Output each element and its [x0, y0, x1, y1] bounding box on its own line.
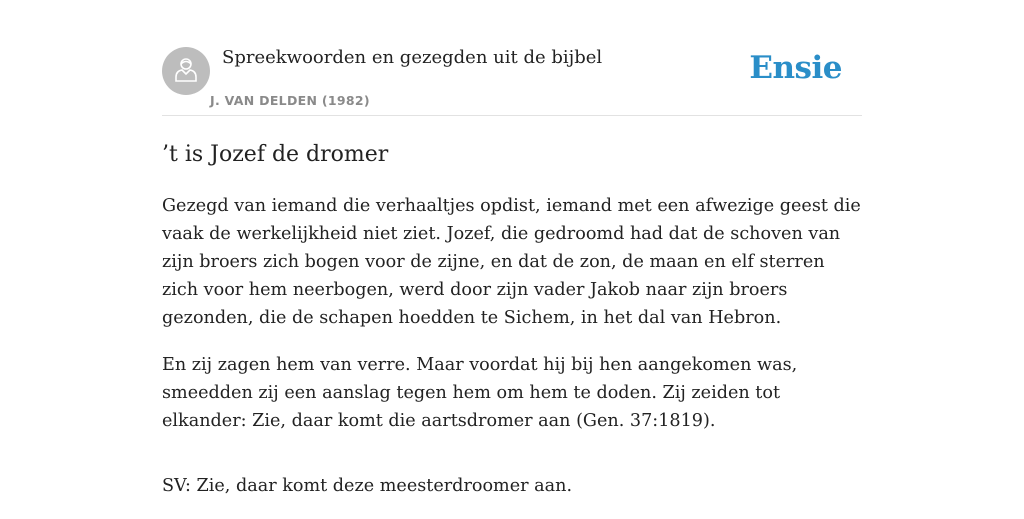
header [162, 0, 862, 116]
body-paragraph: Gezegd van iemand die verhaaltjes opdist, iemand met een afwezige geest die vaak de werkelijkheid niet ziet. Jozef, die gedroomd had dat de schoven van zijn broers zich bogen voor de zijne, en dat de zon, de maan en elf sterren zich voor hem neerbogen, werd door zijn vader Jakob naar zijn broers gezonden, die de schapen hoedden te Sichem, in het dal van Hebron. [162, 196, 861, 328]
entry-title: ’t is Jozef de dromer [162, 142, 389, 167]
body-paragraph: En zij zagen hem van verre. Maar voordat hij bij hen aangekomen was, smeedden zij een aanslag tegen hem om hem te doden. Zij zeiden tot elkander: Zie, daar komt die aartsdromer aan (Gen. 37:1819). [162, 355, 798, 431]
avatar [162, 47, 210, 95]
body-paragraph: SV: Zie, daar komt deze meesterdroomer aan. [162, 476, 573, 496]
user-icon [173, 55, 199, 88]
entry-body [162, 192, 862, 519]
brand-logo[interactable]: Ensie [749, 50, 842, 86]
author-name[interactable]: J. VAN DELDEN (1982) [210, 93, 370, 108]
book-title[interactable]: Spreekwoorden en gezegden uit de bijbel [222, 47, 603, 68]
page [162, 0, 862, 512]
